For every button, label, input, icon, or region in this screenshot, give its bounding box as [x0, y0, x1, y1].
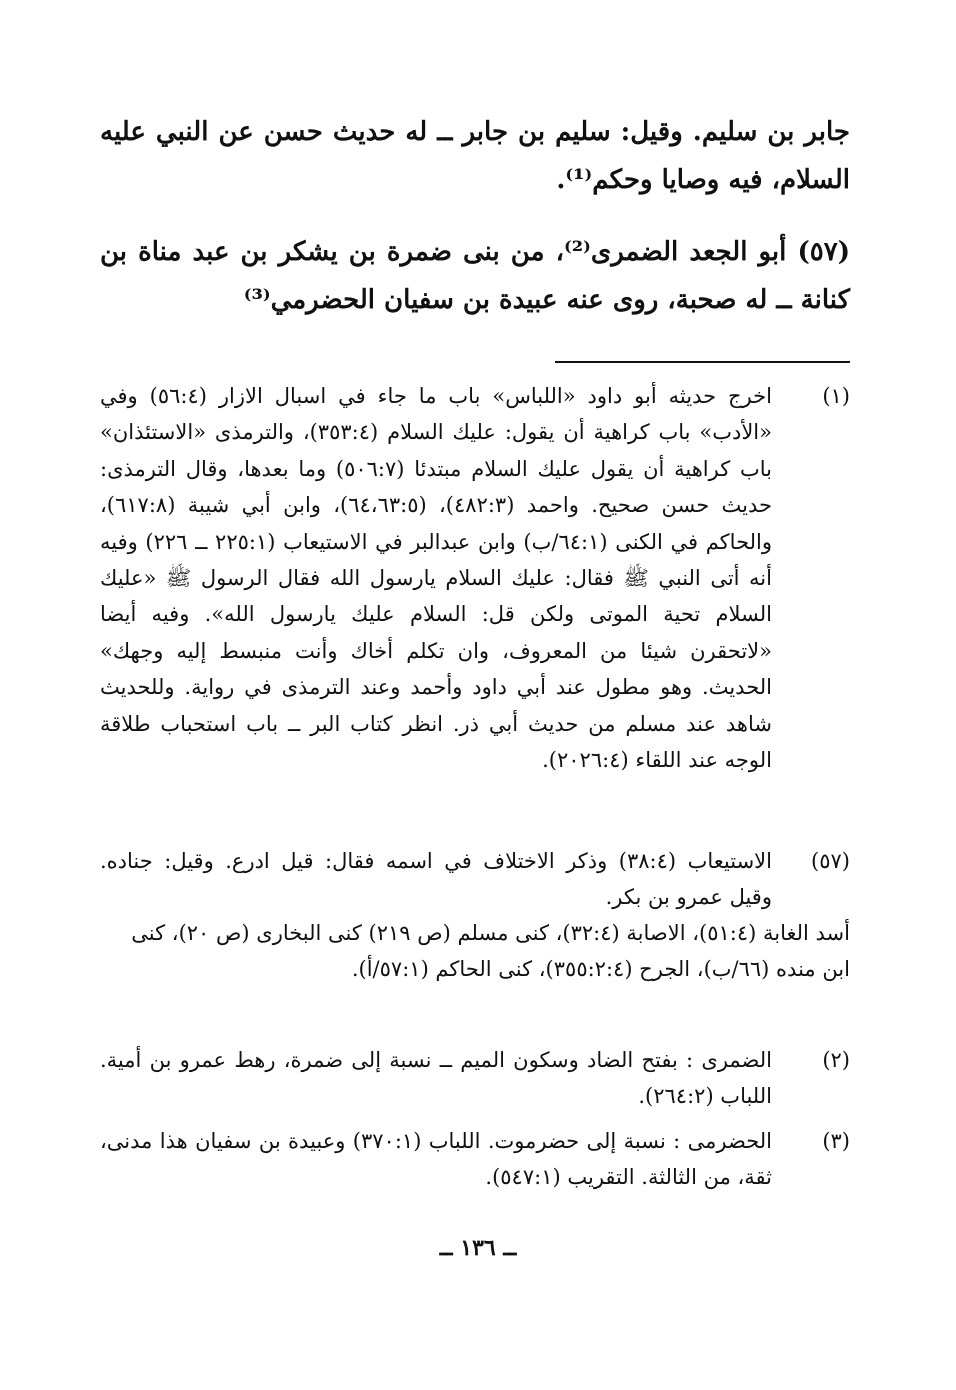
footnote-57-sources	[100, 915, 850, 988]
footnote-number: (٣)	[822, 1129, 850, 1153]
footnote-number: (٢)	[822, 1048, 850, 1072]
footnote-text: اخرج حديثه أبو داود «اللباس» باب ما جاء في اسبال الازار (٥٦:٤) وفي «الأدب» باب كراهية أن يقول: عليك السلام (٣٥٣:٤)، والترمذى «الاستئذان» باب كراهية أن يقول عليك السلام مبتدئا (٥٠٦:٧) وما بعدها، وقال الترمذى: حديث حسن صحيح. واحمد (٤٨٢:٣)، (٦٤،٦٣:٥)، وابن أبي شيبة (٦١٧:٨)، والحاكم في الكنى (٦٤:١/ب) وابن عبدالبر في الاستيعاب (٢٢٥:١ ــ ٢٢٦) وفيه أنه أتى النبي ﷺ فقال: عليك السلام يارسول الله فقال الرسول ﷺ «عليك السلام تحية الموتى ولكن قل: السلام عليك يارسول الله». وفيه أيضا «لاتحقرن شيئا من المعروف، وان تكلم أخاك وأنت منبسط إليه وجهك» الحديث. وهو مطول عند أبي داود وأحمد وعند الترمذى في رواية. وللحديث شاهد عند مسلم من حديث أبي ذر. انظر كتاب البر ــ باب استحباب طلاقة الوجه عند اللقاء (٢٠٢٦:٤).	[100, 384, 773, 773]
footnote-text: أسد الغابة (٥١:٤)، الاصابة (٣٢:٤)، كنى مسلم (ص ٢١٩) كنى البخارى (ص ٢٠)، كنى ابن منده (٦٦/ب)، الجرح (٣٥٥:٢:٤)، كنى الحاكم (٥٧:١/أ).	[131, 921, 850, 982]
footnote-number: (٥٧)	[811, 849, 850, 873]
footnote-divider	[555, 361, 850, 363]
footnote-2	[100, 1042, 850, 1115]
main-paragraph-1: جابر بن سليم. وقيل: سليم بن جابر ــ له حديث حسن عن النبي عليه السلام، فيه وصايا وحكم⁽¹⁾.	[100, 117, 850, 195]
footnote-3	[100, 1123, 850, 1196]
footnote-text: الاستيعاب (٣٨:٤) وذكر الاختلاف في اسمه فقال: قيل ادرع. وقيل: جناده. وقيل عمرو بن بكر.	[100, 849, 772, 910]
footnote-57	[100, 843, 850, 916]
main-paragraph-2-entry-57: (٥٧) أبو الجعد الضمرى⁽²⁾، من بنى ضمرة بن يشكر بن عبد مناة بن كنانة ــ له صحبة، روى عنه عبيدة بن سفيان الحضرمي⁽³⁾	[100, 237, 850, 315]
footnote-text: الحضرمى : نسبة إلى حضرموت. اللباب (٣٧٠:١) وعبيدة بن سفيان هذا مدنى، ثقة، من الثالثة. التقريب (٥٤٧:١).	[100, 1129, 772, 1190]
footnote-1	[100, 378, 850, 778]
page-number: ــ ١٣٦ ــ	[439, 1235, 517, 1261]
footnote-text: الضمرى : بفتح الضاد وسكون الميم ــ نسبة إلى ضمرة، رهط عمرو بن أمية. اللباب (٢٦٤:٢).	[100, 1048, 772, 1109]
footnote-number: (١)	[822, 384, 850, 408]
